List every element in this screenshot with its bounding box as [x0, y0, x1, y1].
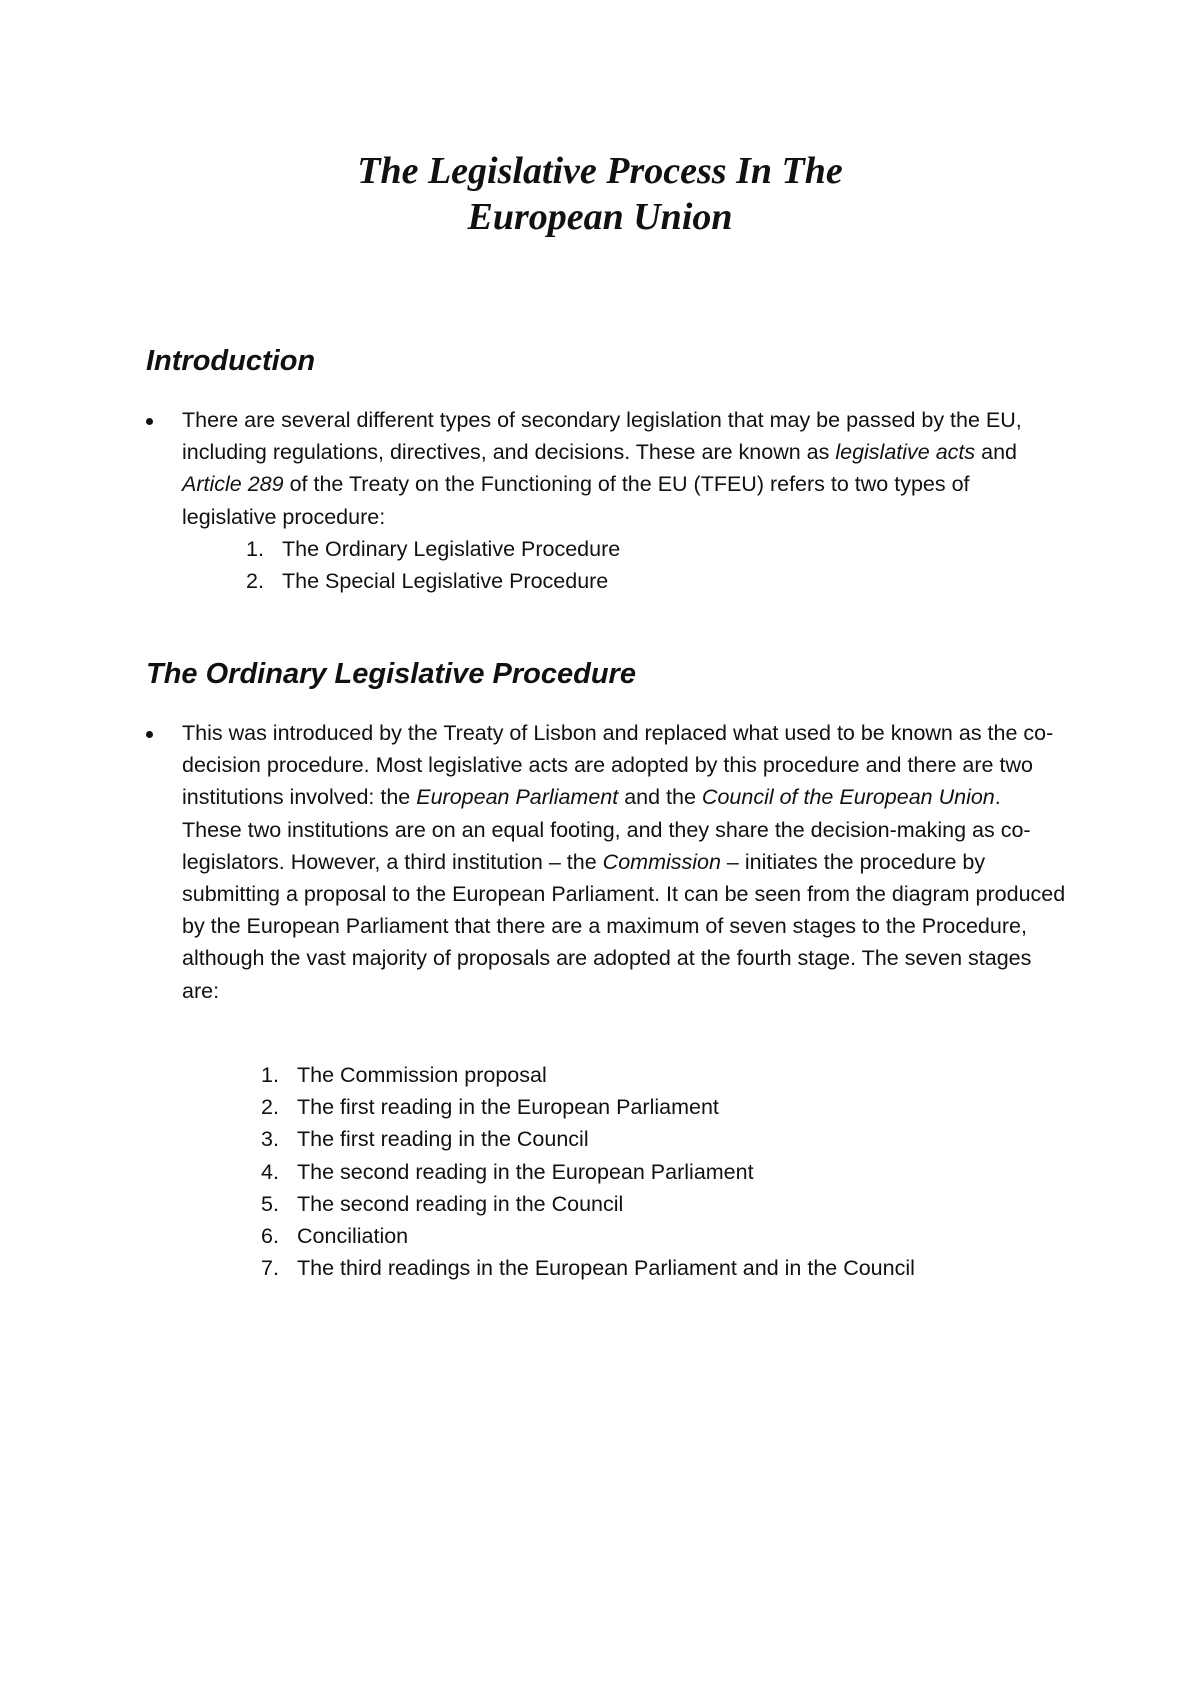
list-text: The second reading in the Council: [297, 1191, 624, 1216]
bullet-emphasis: legislative acts: [835, 440, 976, 465]
list-text: The second reading in the European Parliament: [297, 1159, 754, 1184]
list-item: [261, 1059, 915, 1091]
list-number: 4.: [261, 1159, 279, 1184]
bullet-text-segment: This was introduced by the Treaty of Lisbon and replaced what used to be known as the co-decision procedure. Most legislative acts are adopted by this procedure and there are two institutions involved: the: [182, 721, 1054, 810]
list-text: The Ordinary Legislative Procedure: [282, 537, 621, 561]
bullet-emphasis: Commission: [602, 849, 721, 874]
bullet-text-segment: . These two institutions are on an equal footing, and they share the decision-making as co-legislators. However, a third institution – the: [182, 785, 1031, 874]
bullet-emphasis: Article 289: [182, 472, 284, 497]
list-item: [261, 1220, 915, 1252]
bullet-text-segment: There are several different types of secondary legislation that may be passed by the EU, including regulations, directives, and decisions. These are known as: [182, 408, 1022, 465]
list-number: 2.: [261, 1095, 279, 1120]
list-text: The Special Legislative Procedure: [282, 569, 609, 594]
list-number: 5.: [261, 1191, 279, 1216]
introduction-heading: Introduction: [146, 345, 316, 377]
bullet-dot-icon: [146, 418, 153, 425]
list-text: The first reading in the Council: [297, 1127, 589, 1152]
title-line-2: European Union: [467, 196, 733, 238]
introduction-bullet: [146, 404, 1066, 533]
title-line-1: The Legislative Process In The: [357, 150, 843, 192]
list-text: The first reading in the European Parliament: [297, 1095, 719, 1120]
bullet-emphasis: European Parliament: [416, 785, 619, 810]
bullet-text-segment: and: [975, 440, 1018, 465]
bullet-text-segment: of the Treaty on the Functioning of the EU (TFEU) refers to two types of legislative procedure:: [182, 472, 970, 529]
list-item: [261, 1188, 915, 1220]
list-item: [246, 565, 620, 597]
stages-list: [261, 1059, 915, 1284]
list-text: The Commission proposal: [297, 1063, 547, 1087]
ordinary-bullet-text: [182, 717, 1066, 1007]
bullet-text-segment: and the: [618, 785, 702, 810]
document-title: [0, 148, 1200, 240]
list-number: 2.: [246, 569, 264, 594]
ordinary-procedure-heading: The Ordinary Legislative Procedure: [146, 658, 636, 690]
ordinary-bullet: [146, 717, 1066, 1007]
list-number: 3.: [261, 1127, 279, 1152]
list-number: 7.: [261, 1256, 279, 1281]
list-item: [261, 1252, 915, 1284]
bullet-dot-icon: [146, 731, 153, 738]
list-text: Conciliation: [297, 1224, 409, 1249]
list-text: The third readings in the European Parliament and in the Council: [297, 1256, 915, 1281]
bullet-emphasis: Council of the European Union: [701, 785, 995, 810]
bullet-text-segment: – initiates the procedure by submitting a proposal to the European Parliament. It can be seen from the diagram produced by the European Parliament that there are a maximum of seven stages to the Procedure, although the vast majority of proposals are adopted at the fourth stage. The seven stages are:: [182, 849, 1066, 1003]
list-number: 1.: [261, 1063, 279, 1087]
introduction-bullet-text: [182, 404, 1066, 533]
list-item: [261, 1156, 915, 1188]
list-item: [261, 1091, 915, 1123]
list-item: [261, 1123, 915, 1155]
list-number: 6.: [261, 1224, 279, 1249]
list-item: [246, 533, 620, 565]
list-number: 1.: [246, 537, 264, 561]
procedure-list: [246, 533, 620, 597]
